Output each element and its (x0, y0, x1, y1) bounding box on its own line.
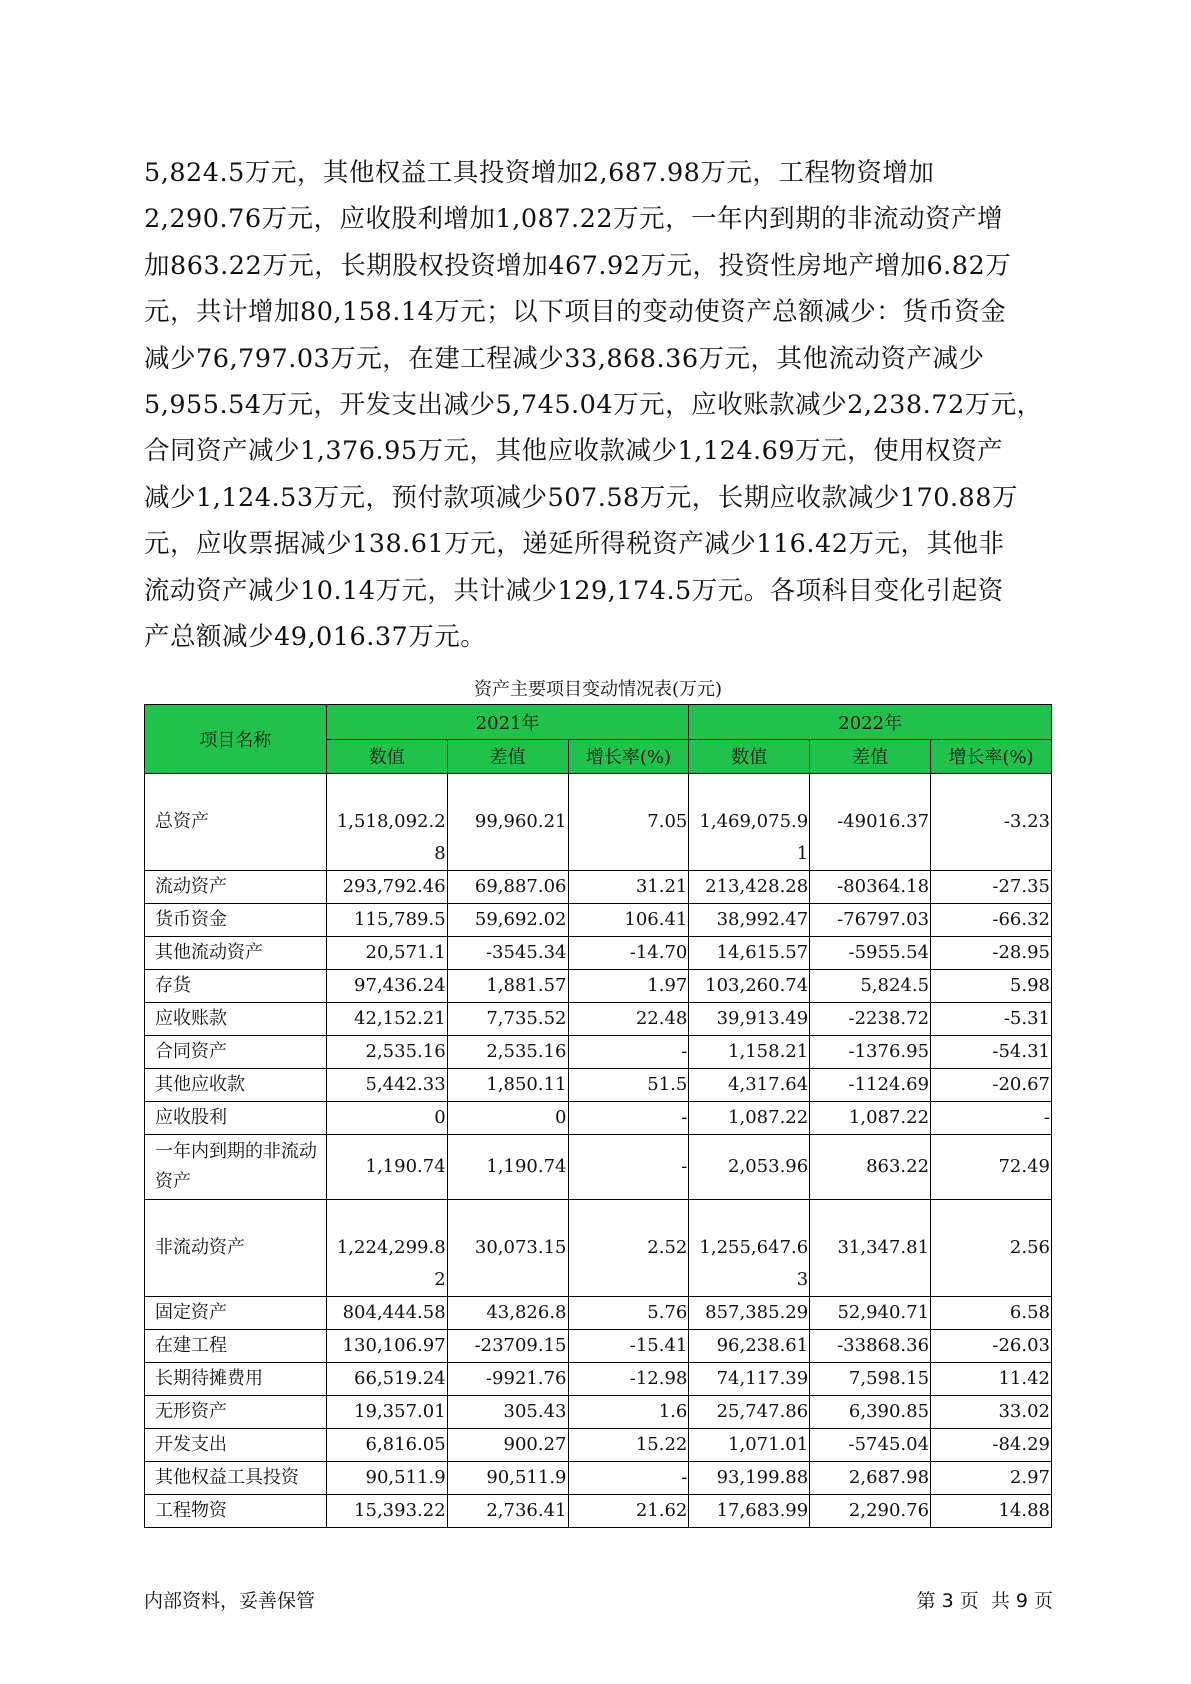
value-2022-cell: 213,428.28 (689, 871, 810, 904)
item-name-cell: 流动资产 (145, 871, 327, 904)
value-2022-cell: 17,683.99 (689, 1495, 810, 1528)
value-2022-cell: 1,469,075.91 (689, 774, 810, 871)
table-row (145, 1495, 1052, 1528)
growth-2022-cell: -84.29 (931, 1429, 1052, 1462)
header-year-2022: 2022年 (689, 705, 1052, 740)
diff-2021-cell: 7,735.52 (447, 1003, 568, 1036)
header-2022-value: 数值 (689, 739, 810, 774)
diff-2022-cell: -2238.72 (810, 1003, 931, 1036)
growth-2021-cell: -12.98 (568, 1363, 689, 1396)
paragraph-line: 5,955.54万元，开发支出减少5,745.04万元，应收账款减少2,238.72万元， (144, 390, 1043, 421)
diff-2021-cell: -3545.34 (447, 937, 568, 970)
diff-2022-cell: -76797.03 (810, 904, 931, 937)
header-year-2021: 2021年 (326, 705, 689, 740)
diff-2021-cell: 99,960.21 (447, 774, 568, 871)
growth-2022-cell: 2.97 (931, 1462, 1052, 1495)
diff-2022-cell: -5745.04 (810, 1429, 931, 1462)
item-name-cell: 固定资产 (145, 1297, 327, 1330)
growth-2022-cell: 2.56 (931, 1200, 1052, 1297)
growth-2022-cell: 14.88 (931, 1495, 1052, 1528)
diff-2022-cell: -49016.37 (810, 774, 931, 871)
table-row (145, 1135, 1052, 1200)
value-2021-cell: 293,792.46 (326, 871, 447, 904)
header-2021-value: 数值 (326, 739, 447, 774)
diff-2022-cell: 6,390.85 (810, 1396, 931, 1429)
footer-confidential-note: 内部资料，妥善保管 (144, 1590, 316, 1612)
growth-2021-cell: -15.41 (568, 1330, 689, 1363)
growth-2021-cell: - (568, 1135, 689, 1200)
growth-2022-cell: -54.31 (931, 1036, 1052, 1069)
paragraph-line: 元，应收票据减少138.61万元，递延所得税资产减少116.42万元，其他非 (144, 529, 1005, 560)
diff-2021-cell: 900.27 (447, 1429, 568, 1462)
table-row (145, 1297, 1052, 1330)
value-2021-cell: 97,436.24 (326, 970, 447, 1003)
growth-2021-cell: - (568, 1462, 689, 1495)
value-2021-cell: 0 (326, 1102, 447, 1135)
asset-change-table (144, 704, 1052, 1528)
table-row (145, 1396, 1052, 1429)
value-2022-cell: 1,071.01 (689, 1429, 810, 1462)
diff-2021-cell: 2,535.16 (447, 1036, 568, 1069)
value-2021-cell: 6,816.05 (326, 1429, 447, 1462)
diff-2022-cell: -5955.54 (810, 937, 931, 970)
growth-2022-cell: -27.35 (931, 871, 1052, 904)
value-2022-cell: 4,317.64 (689, 1069, 810, 1102)
growth-2021-cell: 15.22 (568, 1429, 689, 1462)
header-2022-growth: 增长率(%) (931, 739, 1052, 774)
table-row (145, 970, 1052, 1003)
growth-2021-cell: -14.70 (568, 937, 689, 970)
value-2022-cell: 1,087.22 (689, 1102, 810, 1135)
table-row (145, 774, 1052, 871)
diff-2022-cell: 52,940.71 (810, 1297, 931, 1330)
diff-2022-cell: 1,087.22 (810, 1102, 931, 1135)
value-2022-cell: 96,238.61 (689, 1330, 810, 1363)
item-name-cell: 合同资产 (145, 1036, 327, 1069)
growth-2021-cell: 1.6 (568, 1396, 689, 1429)
value-2021-cell: 5,442.33 (326, 1069, 447, 1102)
diff-2022-cell: 7,598.15 (810, 1363, 931, 1396)
value-2022-cell: 14,615.57 (689, 937, 810, 970)
value-2022-cell: 103,260.74 (689, 970, 810, 1003)
table-row (145, 1462, 1052, 1495)
diff-2021-cell: 305.43 (447, 1396, 568, 1429)
growth-2022-cell: -3.23 (931, 774, 1052, 871)
growth-2022-cell: 72.49 (931, 1135, 1052, 1200)
value-2021-cell: 804,444.58 (326, 1297, 447, 1330)
value-2021-cell: 2,535.16 (326, 1036, 447, 1069)
item-name-cell: 其他权益工具投资 (145, 1462, 327, 1495)
value-2022-cell: 2,053.96 (689, 1135, 810, 1200)
value-2021-cell: 90,511.9 (326, 1462, 447, 1495)
diff-2022-cell: -80364.18 (810, 871, 931, 904)
growth-2021-cell: 22.48 (568, 1003, 689, 1036)
paragraph-line: 元，共计增加80,158.14万元；以下项目的变动使资产总额减少：货币资金 (144, 297, 1007, 328)
paragraph-line: 合同资产减少1,376.95万元，其他应收款减少1,124.69万元，使用权资产 (144, 436, 1004, 467)
table-row (145, 1069, 1052, 1102)
growth-2022-cell: 33.02 (931, 1396, 1052, 1429)
diff-2022-cell: -1124.69 (810, 1069, 931, 1102)
diff-2021-cell: 1,850.11 (447, 1069, 568, 1102)
table-row (145, 1363, 1052, 1396)
table-row (145, 904, 1052, 937)
item-name-cell: 无形资产 (145, 1396, 327, 1429)
item-name-cell: 存货 (145, 970, 327, 1003)
growth-2022-cell: 11.42 (931, 1363, 1052, 1396)
value-2022-cell: 39,913.49 (689, 1003, 810, 1036)
diff-2022-cell: 2,290.76 (810, 1495, 931, 1528)
paragraph-line: 流动资产减少10.14万元，共计减少129,174.5万元。各项科目变化引起资 (144, 575, 1004, 606)
diff-2022-cell: -1376.95 (810, 1036, 931, 1069)
table-row (145, 937, 1052, 970)
item-name-cell: 长期待摊费用 (145, 1363, 327, 1396)
item-name-cell: 总资产 (145, 774, 327, 871)
growth-2021-cell: 7.05 (568, 774, 689, 871)
diff-2022-cell: 31,347.81 (810, 1200, 931, 1297)
growth-2021-cell: - (568, 1102, 689, 1135)
diff-2021-cell: 69,887.06 (447, 871, 568, 904)
diff-2021-cell: 1,190.74 (447, 1135, 568, 1200)
diff-2021-cell: -23709.15 (447, 1330, 568, 1363)
item-name-cell: 工程物资 (145, 1495, 327, 1528)
table-row (145, 1429, 1052, 1462)
diff-2021-cell: 43,826.8 (447, 1297, 568, 1330)
value-2022-cell: 1,158.21 (689, 1036, 810, 1069)
value-2021-cell: 20,571.1 (326, 937, 447, 970)
item-name-cell: 开发支出 (145, 1429, 327, 1462)
item-name-cell: 应收账款 (145, 1003, 327, 1036)
table-row (145, 1102, 1052, 1135)
value-2021-cell: 130,106.97 (326, 1330, 447, 1363)
diff-2021-cell: 2,736.41 (447, 1495, 568, 1528)
item-name-cell: 非流动资产 (145, 1200, 327, 1297)
paragraph-line: 产总额减少49,016.37万元。 (144, 622, 487, 653)
growth-2021-cell: 2.52 (568, 1200, 689, 1297)
growth-2021-cell: 106.41 (568, 904, 689, 937)
value-2021-cell: 19,357.01 (326, 1396, 447, 1429)
growth-2021-cell: 51.5 (568, 1069, 689, 1102)
growth-2022-cell: -20.67 (931, 1069, 1052, 1102)
value-2021-cell: 1,518,092.28 (326, 774, 447, 871)
table-row (145, 1036, 1052, 1069)
diff-2021-cell: 1,881.57 (447, 970, 568, 1003)
table-row (145, 1003, 1052, 1036)
value-2022-cell: 857,385.29 (689, 1297, 810, 1330)
growth-2022-cell: -28.95 (931, 937, 1052, 970)
diff-2021-cell: 30,073.15 (447, 1200, 568, 1297)
item-name-cell: 货币资金 (145, 904, 327, 937)
growth-2021-cell: 31.21 (568, 871, 689, 904)
value-2021-cell: 1,190.74 (326, 1135, 447, 1200)
table-caption: 资产主要项目变动情况表(万元) (473, 679, 723, 700)
table-row (145, 1330, 1052, 1363)
diff-2022-cell: 5,824.5 (810, 970, 931, 1003)
item-name-cell: 在建工程 (145, 1330, 327, 1363)
header-item-name: 项目名称 (145, 705, 327, 774)
body-paragraph (144, 150, 1054, 660)
header-2021-growth: 增长率(%) (568, 739, 689, 774)
value-2022-cell: 93,199.88 (689, 1462, 810, 1495)
value-2021-cell: 66,519.24 (326, 1363, 447, 1396)
value-2021-cell: 1,224,299.82 (326, 1200, 447, 1297)
diff-2021-cell: 0 (447, 1102, 568, 1135)
growth-2022-cell: -66.32 (931, 904, 1052, 937)
growth-2022-cell: - (931, 1102, 1052, 1135)
diff-2021-cell: -9921.76 (447, 1363, 568, 1396)
header-2021-diff: 差值 (447, 739, 568, 774)
growth-2022-cell: -5.31 (931, 1003, 1052, 1036)
value-2021-cell: 42,152.21 (326, 1003, 447, 1036)
value-2022-cell: 74,117.39 (689, 1363, 810, 1396)
item-name-cell: 应收股利 (145, 1102, 327, 1135)
diff-2021-cell: 90,511.9 (447, 1462, 568, 1495)
growth-2021-cell: 5.76 (568, 1297, 689, 1330)
diff-2022-cell: 863.22 (810, 1135, 931, 1200)
growth-2022-cell: 6.58 (931, 1297, 1052, 1330)
value-2021-cell: 115,789.5 (326, 904, 447, 937)
value-2022-cell: 38,992.47 (689, 904, 810, 937)
diff-2021-cell: 59,692.02 (447, 904, 568, 937)
footer-page-number: 第 3 页 共 9 页 (916, 1590, 1053, 1612)
paragraph-line: 加863.22万元，长期股权投资增加467.92万元，投资性房地产增加6.82万 (144, 250, 1012, 281)
table-row (145, 1200, 1052, 1297)
growth-2021-cell: - (568, 1036, 689, 1069)
item-name-cell: 其他流动资产 (145, 937, 327, 970)
growth-2021-cell: 1.97 (568, 970, 689, 1003)
growth-2022-cell: -26.03 (931, 1330, 1052, 1363)
item-name-cell: 其他应收款 (145, 1069, 327, 1102)
value-2022-cell: 25,747.86 (689, 1396, 810, 1429)
paragraph-line: 2,290.76万元，应收股利增加1,087.22万元，一年内到期的非流动资产增 (144, 204, 1004, 235)
paragraph-line: 减少1,124.53万元，预付款项减少507.58万元，长期应收款减少170.88万 (144, 482, 1019, 513)
diff-2022-cell: 2,687.98 (810, 1462, 931, 1495)
growth-2021-cell: 21.62 (568, 1495, 689, 1528)
growth-2022-cell: 5.98 (931, 970, 1052, 1003)
header-2022-diff: 差值 (810, 739, 931, 774)
item-name-cell: 一年内到期的非流动资产 (145, 1135, 327, 1200)
paragraph-line: 减少76,797.03万元，在建工程减少33,868.36万元，其他流动资产减少 (144, 343, 985, 374)
diff-2022-cell: -33868.36 (810, 1330, 931, 1363)
value-2022-cell: 1,255,647.63 (689, 1200, 810, 1297)
value-2021-cell: 15,393.22 (326, 1495, 447, 1528)
table-row (145, 871, 1052, 904)
paragraph-line: 5,824.5万元，其他权益工具投资增加2,687.98万元，工程物资增加 (144, 158, 935, 188)
